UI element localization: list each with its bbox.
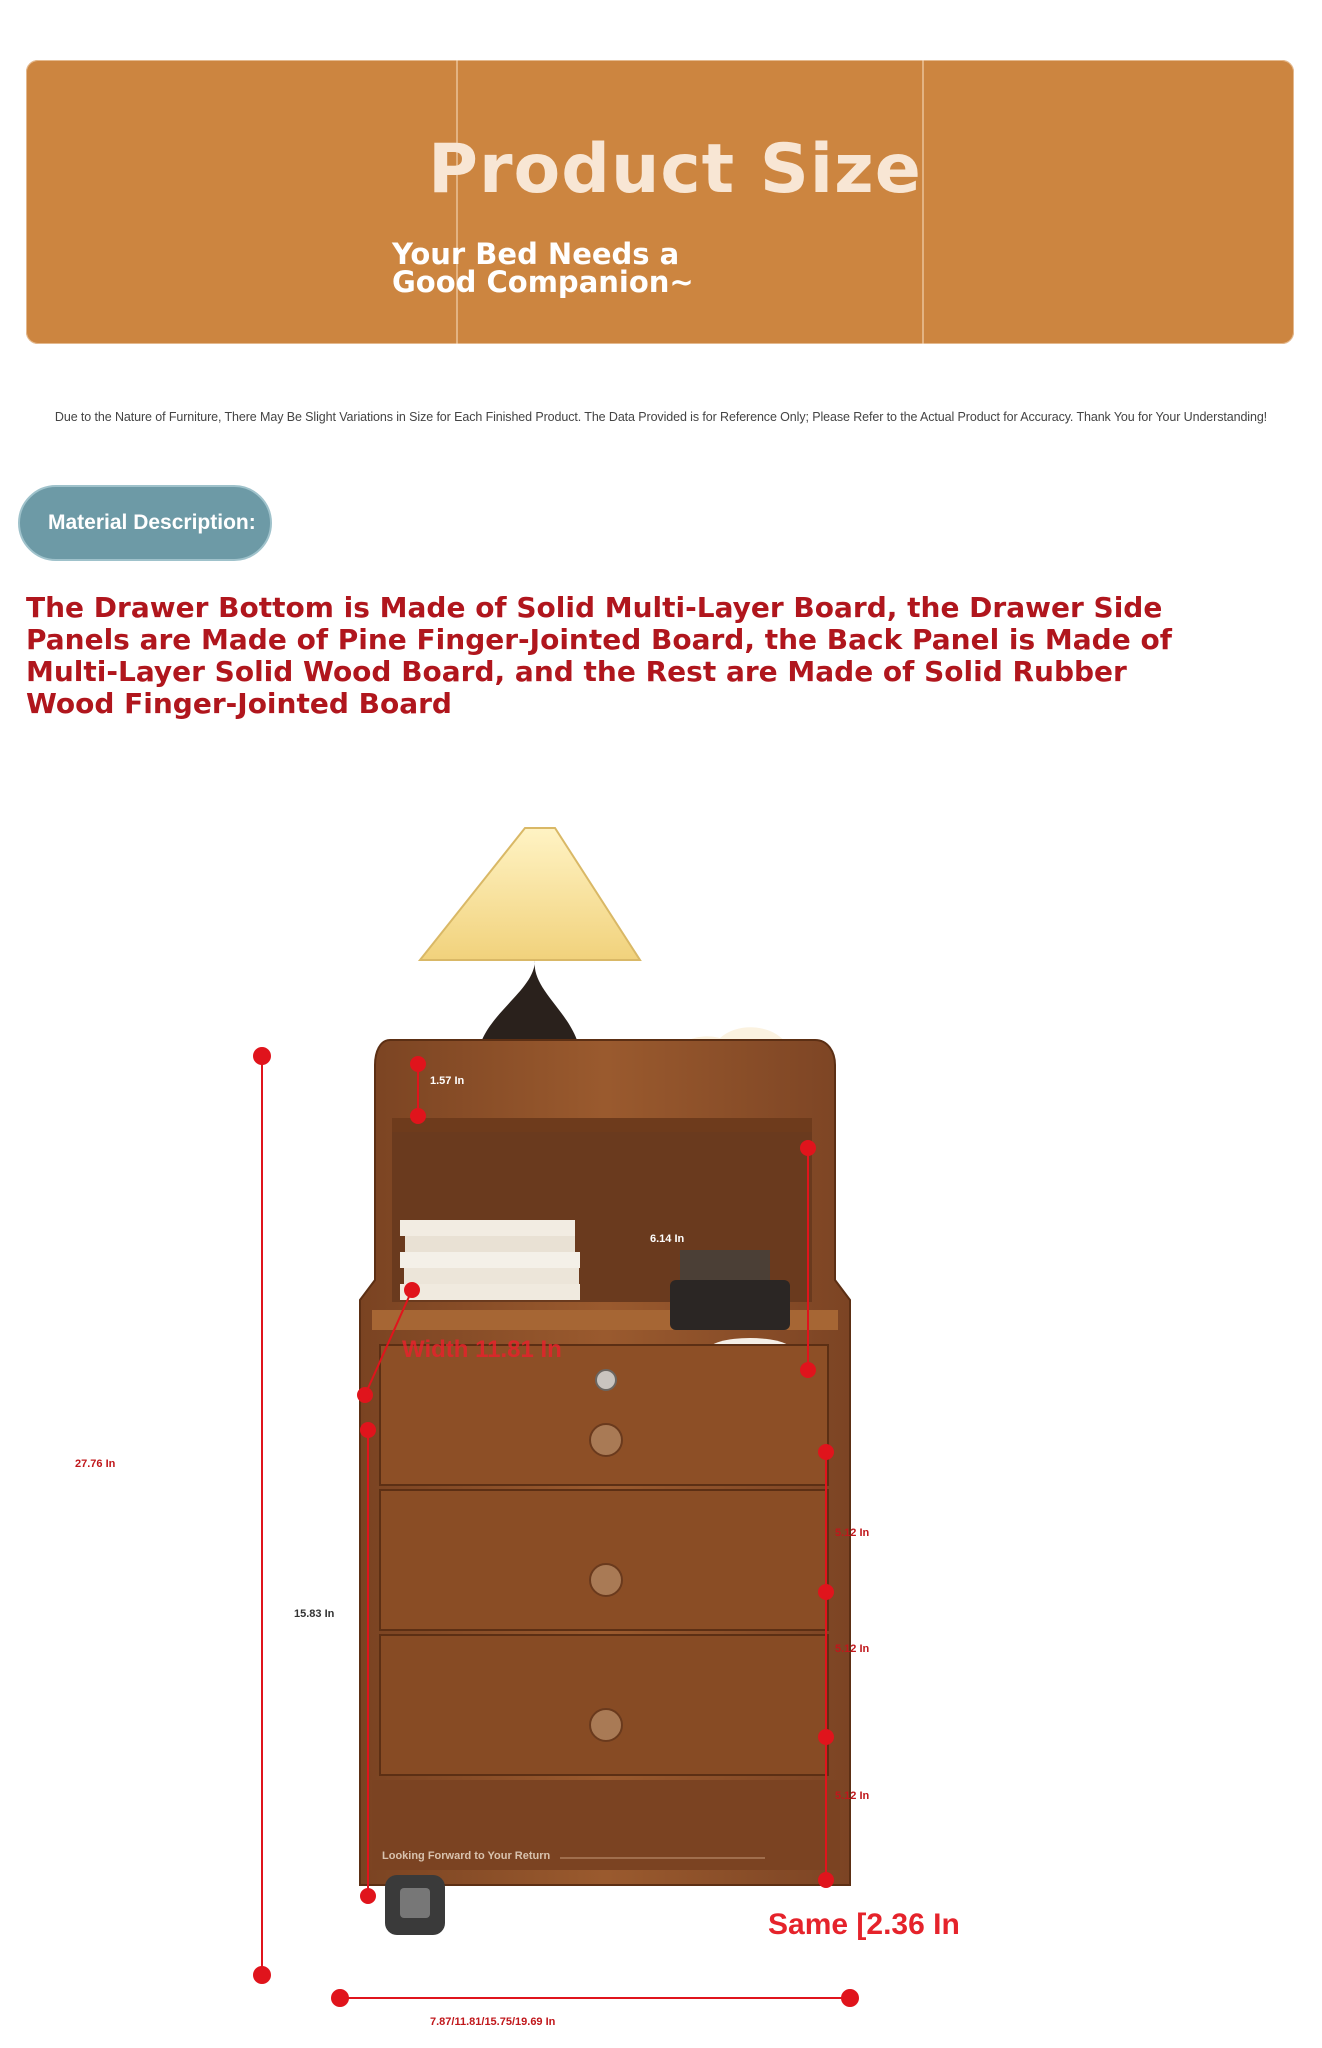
material-description-badge [18, 485, 272, 561]
drawer-1-dimension: 5.12 In [835, 1527, 870, 1539]
top-rail-dimension: 1.57 In [430, 1075, 465, 1087]
wheel-height-dimension: Same [2.36 In [768, 1908, 960, 1941]
books-icon [400, 1220, 580, 1300]
shelf-height-dimension: 6.14 In [650, 1233, 685, 1245]
drawer-3-dimension: 5.12 In [835, 1790, 870, 1802]
page-subtitle: Your Bed Needs a Good Companion~ [392, 237, 694, 299]
material-description-label: Material Description: [48, 511, 256, 534]
cabinet-height-dimension: 15.83 In [294, 1608, 335, 1620]
nightstand-drawing [0, 780, 1322, 2048]
width-options-dimension: 7.87/11.81/15.75/19.69 In [430, 2016, 556, 2028]
header-banner [26, 60, 1294, 344]
caster-wheel-icon [385, 1875, 445, 1935]
drawer-2-dimension: 5.12 In [835, 1643, 870, 1655]
total-height-dimension: 27.76 In [75, 1458, 116, 1470]
product-dimension-illustration [0, 780, 1322, 2048]
material-description-text: The Drawer Bottom is Made of Solid Multi-Layer Board, the Drawer Side Panels are Made of Pine Finger-Jointed Board, the Back Panel is Made of Multi-Layer Solid Wood Board, and the Rest are Made of Solid Rubber Wood Finger-Jointed Board [26, 591, 1172, 720]
page-title: Product Size [428, 130, 922, 209]
drawers [372, 1345, 840, 1870]
size-disclaimer: Due to the Nature of Furniture, There May Be Slight Variations in Size for Each Finished Product. The Data Provided is for Reference Only; Please Refer to the Actual Product for Accuracy. Thank You for Your Understanding! [54, 410, 1268, 424]
footer-caption: Looking Forward to Your Return [382, 1850, 551, 1862]
width-dimension: Width 11.81 In [402, 1336, 562, 1363]
